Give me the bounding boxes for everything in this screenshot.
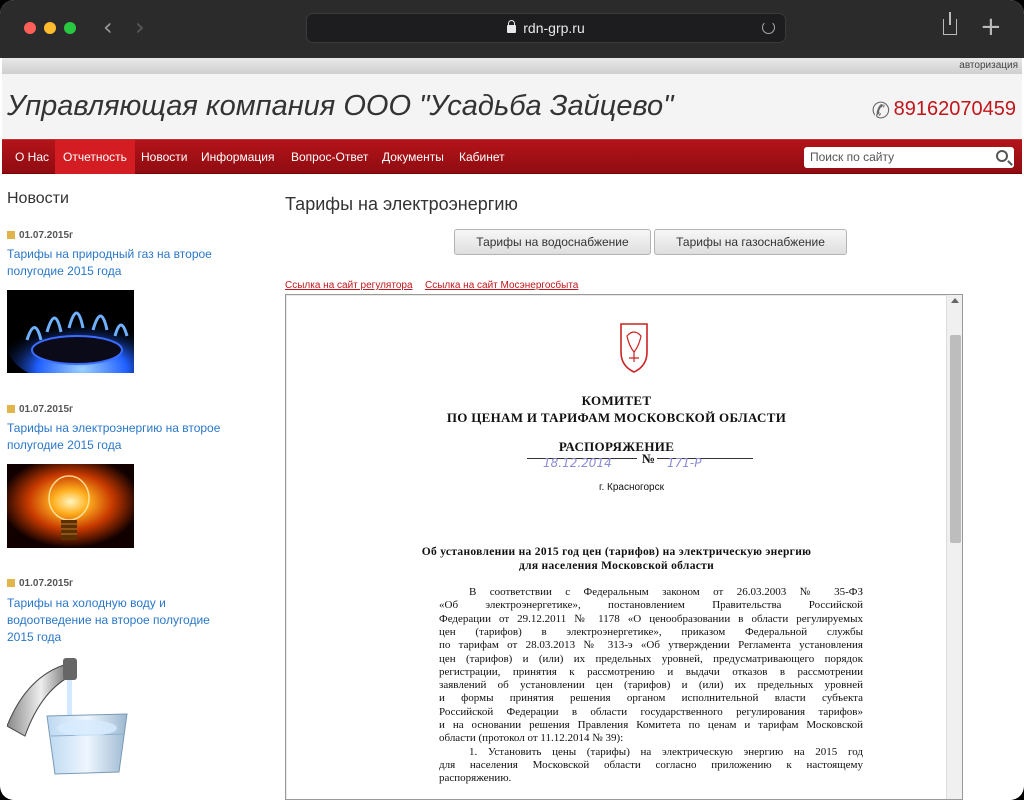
search-input[interactable] xyxy=(804,147,1014,168)
news-date-text: 01.07.2015г xyxy=(19,404,74,415)
news-link[interactable]: Тарифы на холодную воду и водоотведение на второе полугодие 2015 года xyxy=(7,596,210,644)
date-signature: 18.12.2014 xyxy=(543,456,612,470)
document-body-line: В соответствии с Федеральным законом от 26.03.2003 № 35-ФЗ xyxy=(469,586,863,598)
phone-number-text: 89162070459 xyxy=(893,98,1016,120)
forward-icon[interactable]: › xyxy=(135,13,145,41)
document-body-line: области (протокол от 11.12.2014 № 39): xyxy=(439,732,624,745)
web-page xyxy=(2,58,1022,800)
document-viewer[interactable] xyxy=(285,294,963,800)
document-body-line: Российской Федерации в области государственного регулирования тарифов» xyxy=(439,705,863,718)
lock-icon xyxy=(507,25,516,33)
news-link[interactable]: Тарифы на электроэнергию на второе полугодие 2015 года xyxy=(7,421,221,452)
close-window-button[interactable] xyxy=(24,22,36,34)
nav-item-cabinet[interactable]: Кабинет xyxy=(459,150,505,164)
nav-item-news[interactable]: Новости xyxy=(141,150,188,164)
document-scrollbar[interactable] xyxy=(946,295,962,800)
document-body-line: 1. Установить цены (тарифы) на электрическую энергию на 2015 год xyxy=(469,745,863,758)
calendar-icon xyxy=(7,405,15,413)
light-bulb-graphic xyxy=(7,464,134,548)
phone-number xyxy=(872,98,1016,123)
news-date-text: 01.07.2015г xyxy=(19,578,74,589)
nav-item-documents[interactable]: Документы xyxy=(382,150,444,164)
water-tap-image[interactable] xyxy=(7,656,134,776)
document-subject-1: Об установлении на 2015 год цен (тарифов) на электрическую энергию xyxy=(421,546,812,558)
document-body-line: цен (тарифов) в электроэнергетике», приказом Федеральной службы xyxy=(439,625,863,638)
calendar-icon xyxy=(7,579,15,587)
document-body-line: для населения Московской области согласно приложению к настоящему xyxy=(439,758,863,771)
nav-item-reports[interactable]: Отчетность xyxy=(55,140,135,174)
calendar-icon xyxy=(7,231,15,239)
search-placeholder: Поиск по сайту xyxy=(810,150,895,164)
news-date xyxy=(7,404,73,415)
document-body-line: и формы принятия решения органом исполнительной власти субъекта xyxy=(439,692,863,705)
page-title: Тарифы на электроэнергию xyxy=(285,194,518,214)
document-subject-2: для населения Московской области xyxy=(518,560,715,572)
zoom-window-button[interactable] xyxy=(64,22,76,34)
news-heading: Новости xyxy=(7,190,69,207)
news-date xyxy=(7,578,73,589)
news-link[interactable]: Тарифы на природный газ на второе полугодие 2015 года xyxy=(7,247,212,278)
reload-icon[interactable] xyxy=(762,21,775,34)
document-body-line: «Об электроэнергетике», постановлением Правительства Российской xyxy=(439,599,863,612)
minimize-window-button[interactable] xyxy=(44,22,56,34)
nav-item-info[interactable]: Информация xyxy=(201,150,275,164)
number-signature: 171-Р xyxy=(667,456,702,470)
nav-item-about[interactable]: О Нас xyxy=(15,150,50,164)
browser-toolbar xyxy=(0,0,1024,58)
document-page xyxy=(287,296,946,800)
org-line-2: ПО ЦЕНАМ И ТАРИФАМ МОСКОВСКОЙ ОБЛАСТИ xyxy=(446,410,787,425)
auth-link[interactable]: авторизация xyxy=(959,60,1018,71)
document-body-line: заявлений об установлении цен (тарифов) и (или) их предельных уровней xyxy=(439,679,863,692)
phone-icon: ✆ xyxy=(871,99,891,124)
mosenergosbyt-site-link[interactable]: Ссылка на сайт Мосэнергосбыта xyxy=(425,280,579,291)
document-body-line: цен (тарифов) и (или) их предельных уровней, предусматривающего порядок xyxy=(439,652,863,665)
coat-of-arms-icon xyxy=(618,322,650,374)
site-title[interactable]: Управляющая компания ООО "Усадьба Зайцево" xyxy=(7,90,674,122)
address-bar[interactable] xyxy=(306,13,786,43)
gas-flame-graphic xyxy=(7,290,134,373)
news-date xyxy=(7,230,73,241)
site-header xyxy=(2,74,1022,138)
back-icon[interactable]: ‹ xyxy=(103,13,113,41)
scrollbar-thumb[interactable] xyxy=(950,335,961,543)
nav-item-faq[interactable]: Вопрос-Ответ xyxy=(291,150,369,164)
water-tap-graphic xyxy=(7,656,134,776)
document-body-line: Федерации от 29.12.2011 № 1178 «О ценообразовании в области регулируемых xyxy=(439,612,863,625)
org-line-1: КОМИТЕТ xyxy=(581,393,652,408)
document-body-line: и на основании решения Правления Комитета по ценам и тарифам Московской xyxy=(439,719,863,731)
water-tariffs-button[interactable]: Тарифы на водоснабжение xyxy=(454,229,651,255)
document-body-line: по тарифам от 28.03.2013 № 313-э «Об утверждении Регламента установления xyxy=(439,639,863,652)
doc-type: РАСПОРЯЖЕНИЕ xyxy=(558,439,675,454)
scroll-up-icon[interactable] xyxy=(951,298,959,303)
gas-flame-image[interactable] xyxy=(7,290,134,373)
number-sign: № xyxy=(642,451,656,466)
main-nav xyxy=(2,139,1022,174)
light-bulb-image[interactable] xyxy=(7,464,134,548)
document-body-line: регистрации, принятия к рассмотрению и выдачи отказов в рассмотрении xyxy=(439,665,863,678)
gas-tariffs-button[interactable]: Тарифы на газоснабжение xyxy=(654,229,847,255)
regulator-site-link[interactable]: Ссылка на сайт регулятора xyxy=(285,280,413,291)
address-bar-url: rdn-grp.ru xyxy=(523,20,585,36)
new-tab-icon[interactable]: + xyxy=(980,12,1002,42)
auth-bar xyxy=(2,58,1022,74)
document-city: г. Красногорск xyxy=(599,482,664,493)
share-icon[interactable] xyxy=(943,19,957,35)
search-icon[interactable] xyxy=(996,150,1008,162)
document-body-line: распоряжению. xyxy=(439,772,512,785)
news-date-text: 01.07.2015г xyxy=(19,230,74,241)
